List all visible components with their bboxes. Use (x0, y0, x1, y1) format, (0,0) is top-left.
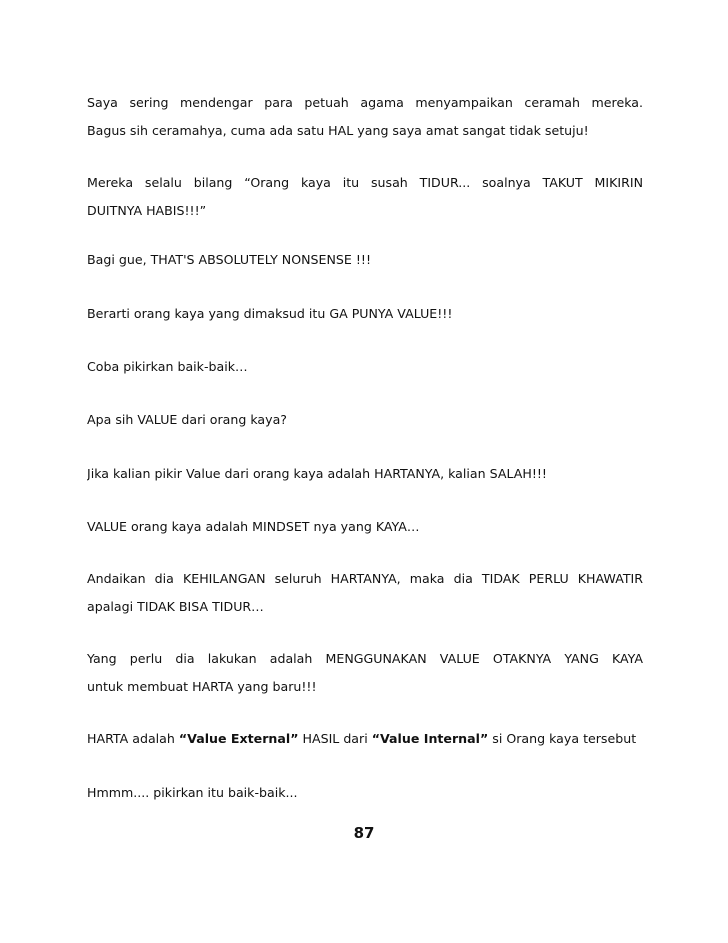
text-line: Bagus sih ceramahya, cuma ada satu HAL yang saya amat sangat tidak setuju! (87, 123, 589, 138)
text-line: Bagi gue, THAT'S ABSOLUTELY NONSENSE !!! (87, 252, 371, 267)
page-number: 87 (353, 824, 375, 842)
text-line: Apa sih VALUE dari orang kaya? (87, 412, 287, 427)
text-segment: HASIL dari (298, 731, 372, 746)
text-line (87, 731, 643, 747)
text-line: Hmmm.... pikirkan itu baik-baik... (87, 785, 298, 800)
text-segment: si Orang kaya tersebut (488, 731, 637, 746)
bold-term-value-internal: “Value Internal” (371, 731, 489, 746)
text-line: untuk membuat HARTA yang baru!!! (87, 679, 317, 694)
text-line: VALUE orang kaya adalah MINDSET nya yang KAYA… (87, 519, 420, 534)
bold-term-value-external: “Value External” (178, 731, 299, 746)
text-line: Yang perlu dia lakukan adalah MENGGUNAKAN VALUE OTAKNYA YANG KAYA (87, 651, 643, 666)
text-line: Andaikan dia KEHILANGAN seluruh HARTANYA, maka dia TIDAK PERLU KHAWATIR (87, 571, 643, 586)
text-segment: HARTA adalah (87, 731, 179, 746)
text-line: Coba pikirkan baik-baik… (87, 359, 248, 374)
text-line: apalagi TIDAK BISA TIDUR… (87, 599, 264, 614)
text-line: Jika kalian pikir Value dari orang kaya adalah HARTANYA, kalian SALAH!!! (87, 466, 547, 481)
text-line: Berarti orang kaya yang dimaksud itu GA PUNYA VALUE!!! (87, 306, 453, 321)
text-line: Saya sering mendengar para petuah agama menyampaikan ceramah mereka. (87, 95, 643, 110)
text-line: Mereka selalu bilang “Orang kaya itu susah TIDUR... soalnya TAKUT MIKIRIN (87, 175, 643, 190)
text-line: DUITNYA HABIS!!!” (87, 203, 207, 218)
